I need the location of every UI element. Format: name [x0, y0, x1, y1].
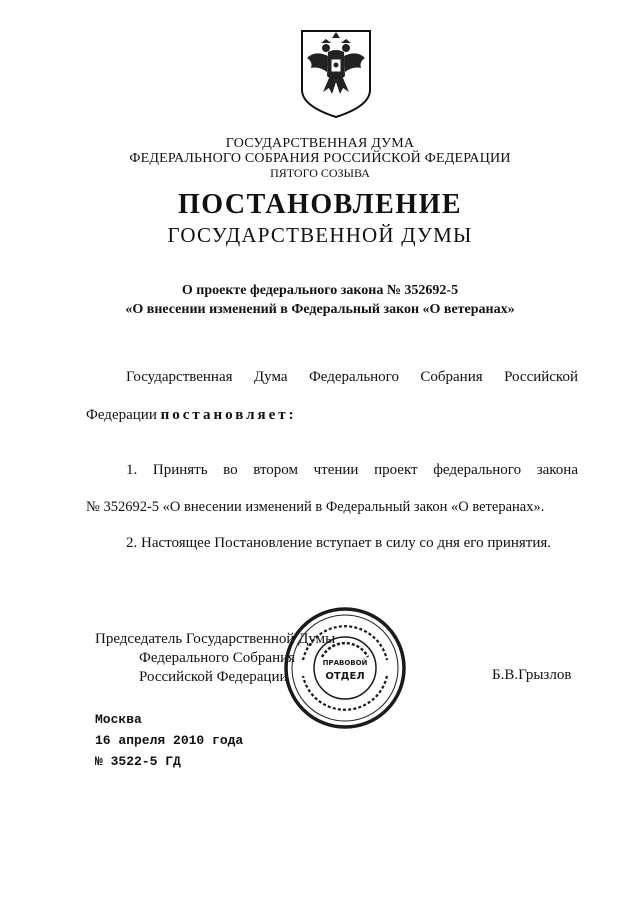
signatory-name: Б.В.Грызлов	[492, 667, 572, 683]
signatory-line-3: Российской Федерации	[139, 669, 288, 685]
seal-ring-text: ПРАВОВОЙ	[322, 659, 368, 667]
intro-line-2-start: Федерации	[86, 407, 157, 423]
footer-date: 16 апреля 2010 года	[95, 733, 244, 748]
header-line-1: ГОСУДАРСТВЕННАЯ ДУМА	[225, 136, 415, 151]
item-1-line-2: № 352692-5 «О внесении изменений в Федеральный закон «О ветеранах».	[86, 499, 545, 515]
item-2: 2. Настоящее Постановление вступает в силу со дня его принятия.	[126, 535, 552, 551]
subject-line-2: «О внесении изменений в Федеральный закон «О ветеранах»	[125, 302, 515, 317]
russian-coat-of-arms-icon	[299, 28, 373, 120]
official-seal	[282, 605, 408, 731]
seal-center-text: ОТДЕЛ	[325, 671, 365, 682]
document-title: ПОСТАНОВЛЕНИЕ	[177, 189, 463, 220]
signatory-line-1: Председатель Государственной Думы	[95, 631, 336, 647]
intro-line-2	[86, 407, 297, 424]
header-line-2: ФЕДЕРАЛЬНОГО СОБРАНИЯ РОССИЙСКОЙ ФЕДЕРАЦИИ	[129, 151, 511, 166]
header-line-3: ПЯТОГО СОЗЫВА	[270, 166, 370, 180]
resolves-word: постановляет:	[160, 407, 297, 423]
document-subtitle: ГОСУДАРСТВЕННОЙ ДУМЫ	[167, 223, 473, 247]
footer-place: Москва	[95, 712, 142, 727]
footer-number: № 3522-5 ГД	[95, 754, 181, 769]
item-1-line-1: 1. Принять во втором чтении проект федерального закона	[126, 462, 578, 478]
signatory-line-2: Федерального Собрания	[139, 650, 296, 666]
intro-line-1: Государственная Дума Федерального Собрания Российской	[126, 369, 578, 385]
subject-line-1: О проекте федерального закона № 352692-5	[181, 283, 459, 298]
